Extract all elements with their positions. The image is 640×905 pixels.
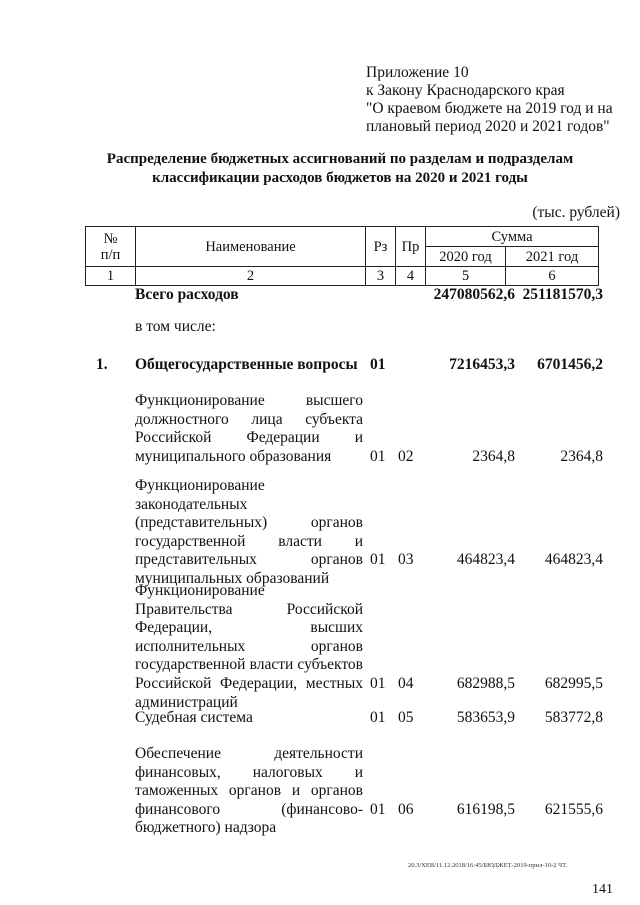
section-name: Общегосударственные вопросы [135, 356, 358, 373]
row-pr: 04 [398, 675, 414, 692]
section-rz: 01 [370, 356, 386, 373]
total-label: Всего расходов [135, 286, 239, 303]
footer-code: 20.3/ХЕВ/11.12.2018/16:45/БЮДЖЕТ-2019-прил-10-2 ЧТ. [408, 862, 568, 869]
row-2021: 2364,8 [560, 448, 603, 465]
units-label: (тыс. рублей) [532, 204, 620, 221]
appendix-line: Приложение 10 [366, 64, 469, 81]
col-index: 4 [396, 267, 426, 286]
row-2020: 2364,8 [472, 448, 515, 465]
title-line: классификации расходов бюджетов на 2020 и 2021 годы [152, 170, 528, 186]
row-pr: 03 [398, 551, 414, 568]
row-pr: 06 [398, 801, 414, 818]
document-title [40, 150, 640, 188]
row-name: Функционирование законодательных (представительных) органов государственной власти и представительных органов муниципальных образований [135, 477, 363, 587]
col-rz-header: Рз [366, 227, 396, 267]
row-rz: 01 [370, 709, 386, 726]
col-index: 3 [366, 267, 396, 286]
row-pr: 05 [398, 709, 414, 726]
header-table [85, 226, 599, 286]
total-2021: 251181570,3 [522, 286, 603, 303]
title-line: Распределение бюджетных ассигнований по разделам и подразделам [106, 151, 574, 167]
col-2021-header: 2021 год [506, 247, 599, 267]
row-name: Функционирование высшего должностного лица субъекта Российской Федерации и муниципального образования [135, 392, 363, 465]
page-number: 141 [592, 882, 613, 897]
appendix-header [366, 64, 626, 136]
col-index: 1 [86, 267, 136, 286]
row-2020: 682988,5 [456, 675, 515, 692]
col-2020-header: 2020 год [426, 247, 506, 267]
row-rz: 01 [370, 675, 386, 692]
col-name-header: Наименование [136, 227, 366, 267]
appendix-line: "О краевом бюджете на 2019 год и на [366, 100, 613, 117]
col-sum-header: Сумма [426, 227, 599, 247]
including-label: в том числе: [135, 318, 216, 335]
row-name: Судебная система [135, 709, 253, 726]
col-index: 6 [506, 267, 599, 286]
section-2021: 6701456,2 [537, 356, 603, 373]
col-pr-header: Пр [396, 227, 426, 267]
row-2020: 583653,9 [456, 709, 515, 726]
row-2020: 464823,4 [456, 551, 515, 568]
appendix-line: к Закону Краснодарского края [366, 82, 565, 99]
row-pr: 02 [398, 448, 414, 465]
row-2020: 616198,5 [456, 801, 515, 818]
row-rz: 01 [370, 448, 386, 465]
col-index: 2 [136, 267, 366, 286]
row-2021: 464823,4 [544, 551, 603, 568]
row-2021: 583772,8 [544, 709, 603, 726]
section-2020: 7216453,3 [449, 356, 515, 373]
section-number: 1. [96, 356, 108, 373]
row-name: Обеспечение деятельности финансовых, налоговых и таможенных органов и органов финансового (финансово-бюджетного) надзора [135, 745, 363, 837]
row-rz: 01 [370, 801, 386, 818]
appendix-line: плановый период 2020 и 2021 годов" [366, 118, 610, 135]
row-2021: 621555,6 [544, 801, 603, 818]
col-number-header: № п/п [86, 227, 136, 267]
col-index: 5 [426, 267, 506, 286]
total-2020: 247080562,6 [433, 286, 515, 303]
row-rz: 01 [370, 551, 386, 568]
row-name: Функционирование Правительства Российской Федерации, высших исполнительных органов государственной власти субъектов Российской Федерации, местных администраций [135, 582, 363, 711]
row-2021: 682995,5 [544, 675, 603, 692]
